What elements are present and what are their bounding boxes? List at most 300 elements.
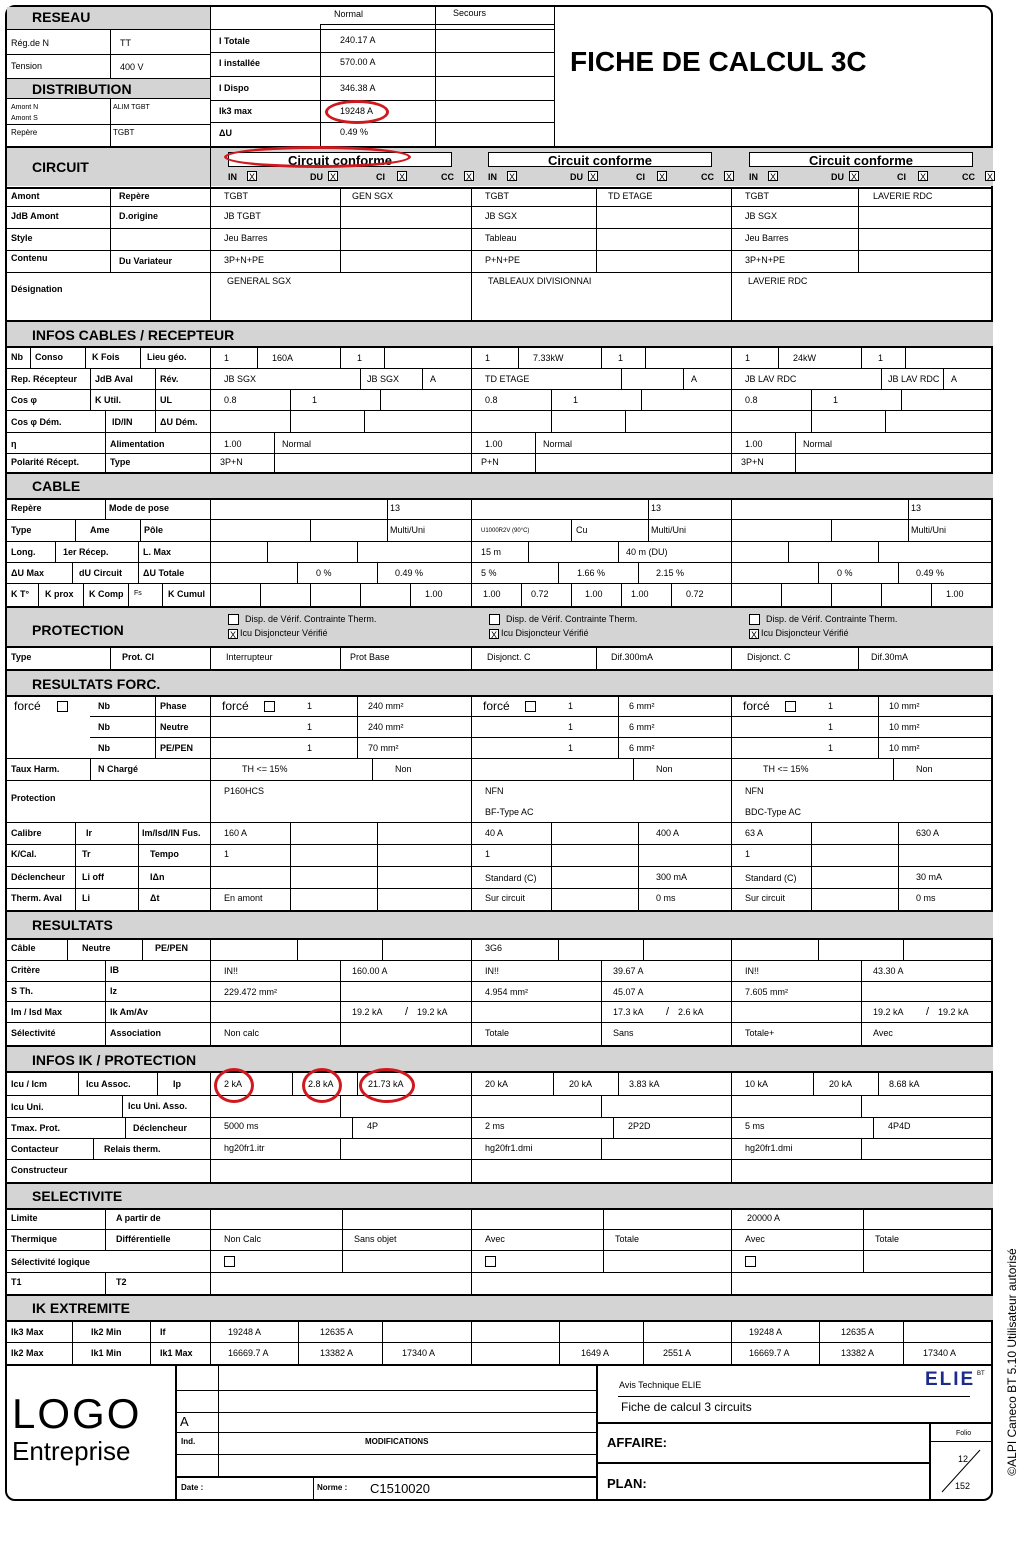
forc-kcal-value: 1 [485, 849, 491, 859]
circuit-style-value: Tableau [485, 233, 517, 243]
sel-logique-label: Sélectivité logique [11, 1257, 91, 1267]
i-totale-label: I Totale [219, 36, 250, 46]
sel-logique-checkbox[interactable] [745, 1256, 756, 1267]
forc-force-checkbox[interactable] [525, 701, 536, 712]
resultats-ib-label: IB [110, 965, 119, 975]
cable-pole-value: Multi/Uni [390, 525, 426, 535]
selectivite-title: SELECTIVITE [32, 1188, 123, 1204]
icu-verifie-label: Icu Disjoncteur Vérifié [761, 628, 849, 638]
circuit-title: CIRCUIT [32, 159, 89, 175]
cable-du-totale-value: 0.49 % [395, 568, 424, 578]
forc-n-charge-label: N Chargé [98, 764, 139, 774]
du-label: ΔU [219, 128, 232, 138]
resultats-association-label: Association [110, 1028, 162, 1038]
infos-conso-value: 160A [272, 353, 294, 363]
elie-logo: ELIE [925, 1369, 976, 1390]
cable-du-circuit-value: 1.66 % [577, 568, 606, 578]
infos-cables-title: INFOS CABLES / RECEPTEUR [32, 327, 235, 343]
folio-total: 152 [955, 1481, 971, 1491]
cable-mode-pose-value: 13 [651, 503, 662, 513]
infos-conso-value: 24kW [793, 353, 817, 363]
ik-tmax-value: 5000 ms [224, 1121, 259, 1131]
du-value: 0.49 % [340, 127, 369, 137]
cable-ame-value: Cu [576, 525, 588, 535]
tension-label: Tension [11, 61, 43, 71]
forc-therm-aval-value: Sur circuit [485, 893, 526, 903]
forc-li-label: Li [82, 893, 90, 903]
forc-declencheur-value: Standard (C) [745, 873, 797, 883]
resultats-ik-separator: / [926, 1006, 930, 1018]
ik-constructeur-label: Constructeur [11, 1165, 68, 1175]
infos-rev-value: A [430, 374, 437, 384]
forc-force-label: forcé [483, 699, 510, 713]
logo-subtext: Entreprise [12, 1436, 131, 1466]
forc-taux-harm-label: Taux Harm. [11, 764, 60, 774]
resultats-selectivite-value: Totale+ [745, 1028, 775, 1038]
sel-limite-value: 20000 A [747, 1213, 781, 1223]
infos-rev-value: A [951, 374, 958, 384]
ik-icu-value: 20 kA [485, 1079, 509, 1089]
infos-cos-phi-dem-label: Cos φ Dém. [11, 417, 62, 427]
cable-pole-label: Pôle [144, 525, 164, 535]
elie-logo-sup: BT [977, 1371, 985, 1377]
disp-verif-checkbox[interactable] [489, 614, 500, 625]
ik3-max-label: Ik3 max [219, 106, 253, 116]
avis-technique: Avis Technique ELIE [619, 1380, 702, 1390]
ik-contacteur-value: hg20fr1.dmi [485, 1143, 533, 1153]
circuit-flag-cc-label: CC [441, 172, 454, 182]
sel-thermique-label: Thermique [11, 1234, 58, 1244]
resultats-pe-pen-label: PE/PEN [155, 943, 189, 953]
cable-fs-value: 1.00 [631, 589, 649, 599]
resultats-critere-value: IN!! [224, 966, 239, 976]
resultats-selectivite-value: Non calc [224, 1028, 260, 1038]
ik-contacteur-label: Contacteur [11, 1144, 59, 1154]
forc-therm-aval-label: Therm. Aval [11, 893, 62, 903]
infos-k-fois-value: 1 [878, 353, 884, 363]
ik-icu-uni-asso-label: Icu Uni. Asso. [128, 1101, 188, 1111]
sel-differentielle-label: Différentielle [116, 1234, 171, 1244]
forc-im-label: Im/Isd/IN Fus. [142, 828, 201, 838]
cable-ame-label: Ame [90, 525, 110, 535]
sel-differentielle-value: Sans objet [354, 1234, 397, 1244]
resultats-association-value: Sans [613, 1028, 634, 1038]
circuit-flag-ci-checkbox[interactable]: X [658, 172, 665, 182]
cable-du-circuit-value: 0 % [837, 568, 853, 578]
cable-premier-recep-label: 1er Récep. [63, 547, 109, 557]
circuit-flag-cc-checkbox[interactable]: X [986, 172, 993, 182]
cable-long-value: 15 m [481, 547, 502, 557]
protection-type-label: Type [11, 652, 32, 662]
ext-ik2-min-value: 12635 A [841, 1327, 875, 1337]
infos-nb-value: 1 [224, 353, 230, 363]
ext-if-label: If [160, 1327, 166, 1337]
infos-polarite-value: 3P+N [220, 457, 243, 467]
circuit-contenu-value: 3P+N+PE [224, 255, 265, 265]
cable-title: CABLE [32, 478, 81, 494]
cable-k-prox-value: 0.72 [531, 589, 549, 599]
ext-ik1-min-value: 13382 A [320, 1348, 354, 1358]
forc-li-off-label: Li off [82, 872, 104, 882]
circuit-contenu-value: 3P+N+PE [745, 255, 786, 265]
forc-calibre-value: 160 A [224, 828, 248, 838]
forc-protection-label: Protection [11, 793, 56, 803]
circuit-flag-ci-checkbox[interactable]: X [919, 172, 926, 182]
resultats-iz-value: 45.07 A [613, 987, 644, 997]
resultats-ik-av-value: 19.2 kA [417, 1007, 448, 1017]
resultats-ib-value: 43.30 A [873, 966, 904, 976]
infos-jdb-aval-value: JB SGX [367, 374, 400, 384]
resultats-cable-value: 3G6 [485, 943, 503, 953]
infos-alimentation-value: Normal [803, 439, 833, 449]
cable-kt-value: 1.00 [483, 589, 501, 599]
ik-extremite-title: IK EXTREMITE [32, 1300, 131, 1316]
infos-nb-label: Nb [11, 352, 23, 362]
infos-rep-recepteur-value: JB LAV RDC [745, 374, 797, 384]
cable-pole-value: Multi/Uni [911, 525, 947, 535]
circuit-repere-value: TD ETAGE [608, 191, 653, 201]
protection-type-value: Interrupteur [226, 652, 273, 662]
cable-repere-label: Repère [11, 503, 42, 513]
icu-verifie-label: Icu Disjoncteur Vérifié [501, 628, 589, 638]
circuit-repere-label: Repère [119, 191, 150, 201]
modifications-label: MODIFICATIONS [365, 1437, 429, 1446]
resultats-ik-am-value: 19.2 kA [873, 1007, 904, 1017]
sel-a-partir-de-label: A partir de [116, 1213, 161, 1223]
forc-force-checkbox[interactable] [264, 701, 275, 712]
infos-lieu-geo-label: Lieu géo. [147, 352, 187, 362]
circuit-flag-ci-checkbox[interactable]: X [398, 172, 405, 182]
page-title: FICHE DE CALCUL 3C [570, 46, 867, 77]
ik-icu-uni-label: Icu Uni. [11, 1102, 44, 1112]
infos-ul-label: UL [160, 395, 172, 405]
ext-ik1-max-value: 17340 A [923, 1348, 957, 1358]
circuit-flag-du-label: DU [310, 172, 323, 182]
infos-k-util-value: 1 [833, 395, 839, 405]
circuit-flag-in-label: IN [228, 172, 237, 182]
infos-jdb-aval-label: JdB Aval [95, 374, 133, 384]
forc-ncharge-value: Non [656, 764, 673, 774]
ik-declencheur-value: 4P4D [888, 1121, 911, 1131]
ext-ik2-max-value: 16669.7 A [749, 1348, 790, 1358]
forc-force-label: forcé [222, 699, 249, 713]
cable-du-max-value: 5 % [481, 568, 497, 578]
protection-prot-ci-label: Prot. CI [122, 652, 155, 662]
amont-value: ALIM TGBT [113, 104, 150, 111]
ext-ik2-max-label: Ik2 Max [11, 1348, 44, 1358]
resultats-cable-label: Câble [11, 943, 36, 953]
resultats-critere-value: IN!! [745, 966, 760, 976]
forc-taux-value: TH <= 15% [242, 764, 288, 774]
forc-im-value: 400 A [656, 828, 680, 838]
forc-neutre-nb-value: 1 [568, 722, 574, 732]
sel-thermique-value: Avec [745, 1234, 765, 1244]
circuit-flag-ci-label: CI [897, 172, 906, 182]
i-installee-label: I installée [219, 58, 261, 68]
forc-calibre-value: 40 A [485, 828, 504, 838]
ext-ik1-max-label: Ik1 Max [160, 1348, 193, 1358]
resultats-sth-value: 4.954 mm² [485, 987, 529, 997]
forc-nb-neutre-label: Nb [98, 722, 110, 732]
infos-k-util-value: 1 [312, 395, 318, 405]
repere-value: TGBT [113, 128, 135, 137]
cable-k-comp-label: K Comp [89, 589, 124, 599]
ext-ik1-min-label: Ik1 Min [91, 1348, 122, 1358]
forc-pe-nb-value: 1 [568, 743, 574, 753]
circuit-flag-du-checkbox[interactable]: X [329, 172, 336, 182]
sel-thermique-value: Avec [485, 1234, 505, 1244]
resultats-im-isd-max-label: Im / Isd Max [11, 1007, 63, 1017]
repere-label: Repère [11, 128, 38, 137]
ip-annotation-circle [359, 1068, 415, 1103]
forc-neutre-value: 6 mm² [629, 722, 655, 732]
cable-k-prox-label: K prox [45, 589, 74, 599]
forc-protection-value: NFN [485, 786, 504, 796]
circuit-flag-cc-label: CC [701, 172, 714, 182]
circuit-flag-cc-checkbox[interactable]: X [725, 172, 732, 182]
resultats-sth-value: 229.472 mm² [224, 987, 278, 997]
rev-a: A [180, 1414, 189, 1429]
forc-declencheur-label: Déclencheur [11, 872, 66, 882]
cable-long-label: Long. [11, 547, 36, 557]
resultats-selectivite-label: Sélectivité [11, 1028, 56, 1038]
circuit-designation-value: TABLEAUX DIVISIONNAI [488, 276, 592, 286]
sel-t2-label: T2 [116, 1277, 127, 1287]
forc-neutre-value: 240 mm² [368, 722, 404, 732]
circuit-flag-cc-checkbox[interactable]: X [465, 172, 472, 182]
forc-phase-label: Phase [160, 701, 187, 711]
disp-verif-checkbox[interactable] [228, 614, 239, 625]
resultats-selectivite-value: Totale [485, 1028, 510, 1038]
circuit-d-origine-label: D.origine [119, 211, 159, 221]
sel-logique-checkbox[interactable] [224, 1256, 235, 1267]
infos-polarite-value: P+N [481, 457, 499, 467]
cable-k-cumul-label: K Cumul [168, 589, 205, 599]
ext-ik2-min-value: 12635 A [320, 1327, 354, 1337]
circuit-flag-in-checkbox[interactable]: X [248, 172, 255, 182]
circuit-amont-value: TGBT [485, 191, 509, 201]
ext-ik3-max-value: 19248 A [228, 1327, 262, 1337]
forc-calibre-label: Calibre [11, 828, 42, 838]
circuit-designation-label: Désignation [11, 284, 63, 294]
forc-im-value: 630 A [916, 828, 940, 838]
circuit-flag-du-label: DU [831, 172, 844, 182]
ext-ik1-min-value: 13382 A [841, 1348, 875, 1358]
disp-verif-checkbox[interactable] [749, 614, 760, 625]
cable-pole-value: Multi/Uni [651, 525, 687, 535]
protection-prot-value: Dif.30mA [871, 652, 909, 662]
cable-k-cumul-value: 0.72 [686, 589, 704, 599]
icu-verifie-checkbox[interactable]: X [229, 630, 236, 640]
forc-kcal-value: 1 [224, 849, 230, 859]
circuit-flag-in-checkbox[interactable]: X [769, 172, 776, 182]
forc-force-checkbox[interactable] [785, 701, 796, 712]
circuit-conforme-box-2: Circuit conforme [488, 152, 712, 167]
forc-dt-label: Δt [150, 893, 160, 903]
infos-rep-recepteur-label: Rep. Récepteur [11, 374, 78, 384]
infos-nb-value: 1 [745, 353, 751, 363]
resultats-ib-value: 39.67 A [613, 966, 644, 976]
cable-mode-pose-label: Mode de pose [109, 503, 170, 513]
forc-ncharge-value: Non [395, 764, 412, 774]
ik-ip-value: 3.83 kA [629, 1079, 660, 1089]
forc-therm-aval-value: En amont [224, 893, 263, 903]
sel-limite-label: Limite [11, 1213, 38, 1223]
cable-k-cumul-value: 1.00 [425, 589, 443, 599]
i-installee-value: 570.00 A [340, 57, 376, 67]
circuit-jdb-value: JB SGX [485, 211, 518, 221]
plan-label: PLAN: [607, 1476, 647, 1491]
protection-type-value: Disjonct. C [747, 652, 791, 662]
cable-du-circuit-value: 0 % [316, 568, 332, 578]
resultats-forc-title: RESULTATS FORC. [32, 676, 161, 692]
copyright-vertical-text: ©ALPI Caneco BT 5.10 Utilisateur autorisé [1005, 1248, 1019, 1476]
norme-label: Norme : [317, 1483, 348, 1492]
ik-tmax-value: 2 ms [485, 1121, 505, 1131]
ext-ik2-max-value: 16669.7 A [228, 1348, 269, 1358]
i-dispo-label: I Dispo [219, 83, 250, 93]
reg-de-n-value: TT [120, 38, 131, 48]
ext-ik1-max-value: 17340 A [402, 1348, 436, 1358]
disp-verif-label: Disp. de Vérif. Contrainte Therm. [506, 614, 638, 624]
cable-du-totale-value: 0.49 % [916, 568, 945, 578]
cable-type-label: Type [11, 525, 32, 535]
circuit-amont-value: TGBT [745, 191, 769, 201]
i-dispo-value: 346.38 A [340, 83, 376, 93]
forc-nb-pe-label: Nb [98, 743, 110, 753]
folio-number: 12 [958, 1454, 969, 1464]
forc-neutre-nb-value: 1 [828, 722, 834, 732]
icu-verifie-label: Icu Disjoncteur Vérifié [240, 628, 328, 638]
forc-ir-label: Ir [86, 828, 93, 838]
ik-icu-assoc-value: 2.8 kA [308, 1079, 334, 1089]
ik-ip-label: Ip [173, 1079, 181, 1089]
forc-neutre-nb-value: 1 [307, 722, 313, 732]
ind-label: Ind. [181, 1437, 196, 1446]
icu-verifie-checkbox[interactable]: X [490, 630, 497, 640]
circuit-conforme-box-1: Circuit conforme [228, 152, 452, 167]
resultats-ik-separator: / [666, 1006, 670, 1018]
affaire-label: AFFAIRE: [607, 1435, 667, 1450]
forc-phase-nb-value: 1 [568, 701, 574, 711]
circuit-jdb-value: JB SGX [745, 211, 778, 221]
circuit-amont-label: Amont [11, 191, 40, 201]
circuit-designation-value: GENERAL SGX [227, 276, 292, 286]
forc-phase-nb-value: 1 [307, 701, 313, 711]
infos-rev-label: Rév. [160, 374, 179, 384]
disp-verif-label: Disp. de Vérif. Contrainte Therm. [766, 614, 898, 624]
circuit-flag-ci-label: CI [636, 172, 645, 182]
ik-icu-icm-label: Icu / Icm [11, 1079, 48, 1089]
forc-idn-value: 30 mA [916, 872, 943, 882]
amont-n-label: Amont N [11, 104, 39, 111]
sel-logique-checkbox[interactable] [485, 1256, 496, 1267]
icu-verifie-checkbox[interactable]: X [750, 630, 757, 640]
infos-k-fois-value: 1 [357, 353, 363, 363]
forc-phase-value: 6 mm² [629, 701, 655, 711]
infos-ik-title: INFOS IK / PROTECTION [32, 1052, 197, 1068]
resultats-sth-value: 7.605 mm² [745, 987, 789, 997]
infos-alimentation-value: Normal [543, 439, 573, 449]
forc-dt-value: 0 ms [656, 893, 676, 903]
normal-label: Normal [334, 9, 364, 19]
infos-eta-value: 1.00 [745, 439, 763, 449]
infos-eta-value: 1.00 [485, 439, 503, 449]
ik-declencheur-value: 2P2D [628, 1121, 651, 1131]
infos-alimentation-label: Alimentation [110, 439, 165, 449]
circuit-repere-value: LAVERIE RDC [873, 191, 933, 201]
circuit-du-variateur-label: Du Variateur [119, 256, 173, 266]
forc-pe-nb-value: 1 [828, 743, 834, 753]
resultats-ik-separator: / [405, 1006, 409, 1018]
forc-nb-phase-label: Nb [98, 701, 110, 711]
ik-icu-value: 10 kA [745, 1079, 769, 1089]
sel-differentielle-value: Totale [875, 1234, 900, 1244]
resultats-ik-av-value: 2.6 kA [678, 1007, 704, 1017]
ik-tmax-prot-label: Tmax. Prot. [11, 1123, 61, 1133]
forc-dt-value: 0 ms [916, 893, 936, 903]
forc-kcal-label: K/Cal. [11, 849, 37, 859]
circuit-flag-in-label: IN [488, 172, 497, 182]
protection-prot-value: Prot Base [350, 652, 390, 662]
circuit-flag-du-checkbox[interactable]: X [850, 172, 857, 182]
forc-force-label: forcé [14, 699, 41, 713]
circuit-flag-in-label: IN [749, 172, 758, 182]
infos-k-util-label: K Util. [95, 395, 121, 405]
cable-kt-label: K T° [11, 589, 30, 599]
ik-contacteur-value: hg20fr1.dmi [745, 1143, 793, 1153]
ext-ik1-min-value: 1649 A [581, 1348, 610, 1358]
infos-eta-value: 1.00 [224, 439, 242, 449]
circuit-flag-du-label: DU [570, 172, 583, 182]
forc-protection-type-value: BDC-Type AC [745, 807, 802, 817]
cable-k-cumul-value: 1.00 [946, 589, 964, 599]
forc-force-checkbox[interactable] [57, 701, 68, 712]
ik-icu-value: 2 kA [224, 1079, 243, 1089]
infos-rep-recepteur-value: TD ETAGE [485, 374, 530, 384]
resultats-neutre-label: Neutre [82, 943, 111, 953]
icu-annotation-circle [214, 1068, 254, 1103]
forc-phase-value: 10 mm² [889, 701, 920, 711]
cable-k-comp-value: 1.00 [585, 589, 603, 599]
infos-conso-value: 7.33kW [533, 353, 564, 363]
ik-icu-assoc-value: 20 kA [829, 1079, 853, 1089]
ext-ik3-max-value: 19248 A [749, 1327, 783, 1337]
ik-ip-value: 21.73 kA [368, 1079, 404, 1089]
infos-polarite-label: Polarité Récept. [11, 457, 80, 467]
infos-cos-value: 0.8 [745, 395, 758, 405]
circuit-flag-in-checkbox[interactable]: X [508, 172, 515, 182]
forc-protection-value: NFN [745, 786, 764, 796]
infos-jdb-aval-value: JB LAV RDC [888, 374, 940, 384]
resultats-iz-label: Iz [110, 986, 118, 996]
forc-neutre-value: 10 mm² [889, 722, 920, 732]
reg-de-n-label: Rég.de N [11, 38, 50, 48]
infos-eta-label: η [11, 439, 17, 449]
norme-value: C1510020 [370, 1481, 430, 1496]
circuit-flag-du-checkbox[interactable]: X [589, 172, 596, 182]
ik-tmax-value: 5 ms [745, 1121, 765, 1131]
resultats-critere-label: Critère [11, 965, 41, 975]
circuit-conforme-annotation-circle [224, 146, 411, 168]
forc-force-label: forcé [743, 699, 770, 713]
cable-mode-pose-value: 13 [390, 503, 401, 513]
infos-cos-value: 0.8 [485, 395, 498, 405]
circuit-flag-cc-label: CC [962, 172, 975, 182]
ik-declencheur-value: 4P [367, 1121, 379, 1131]
amont-s-label: Amont S [11, 115, 38, 122]
cable-du-max-label: ΔU Max [11, 568, 44, 578]
